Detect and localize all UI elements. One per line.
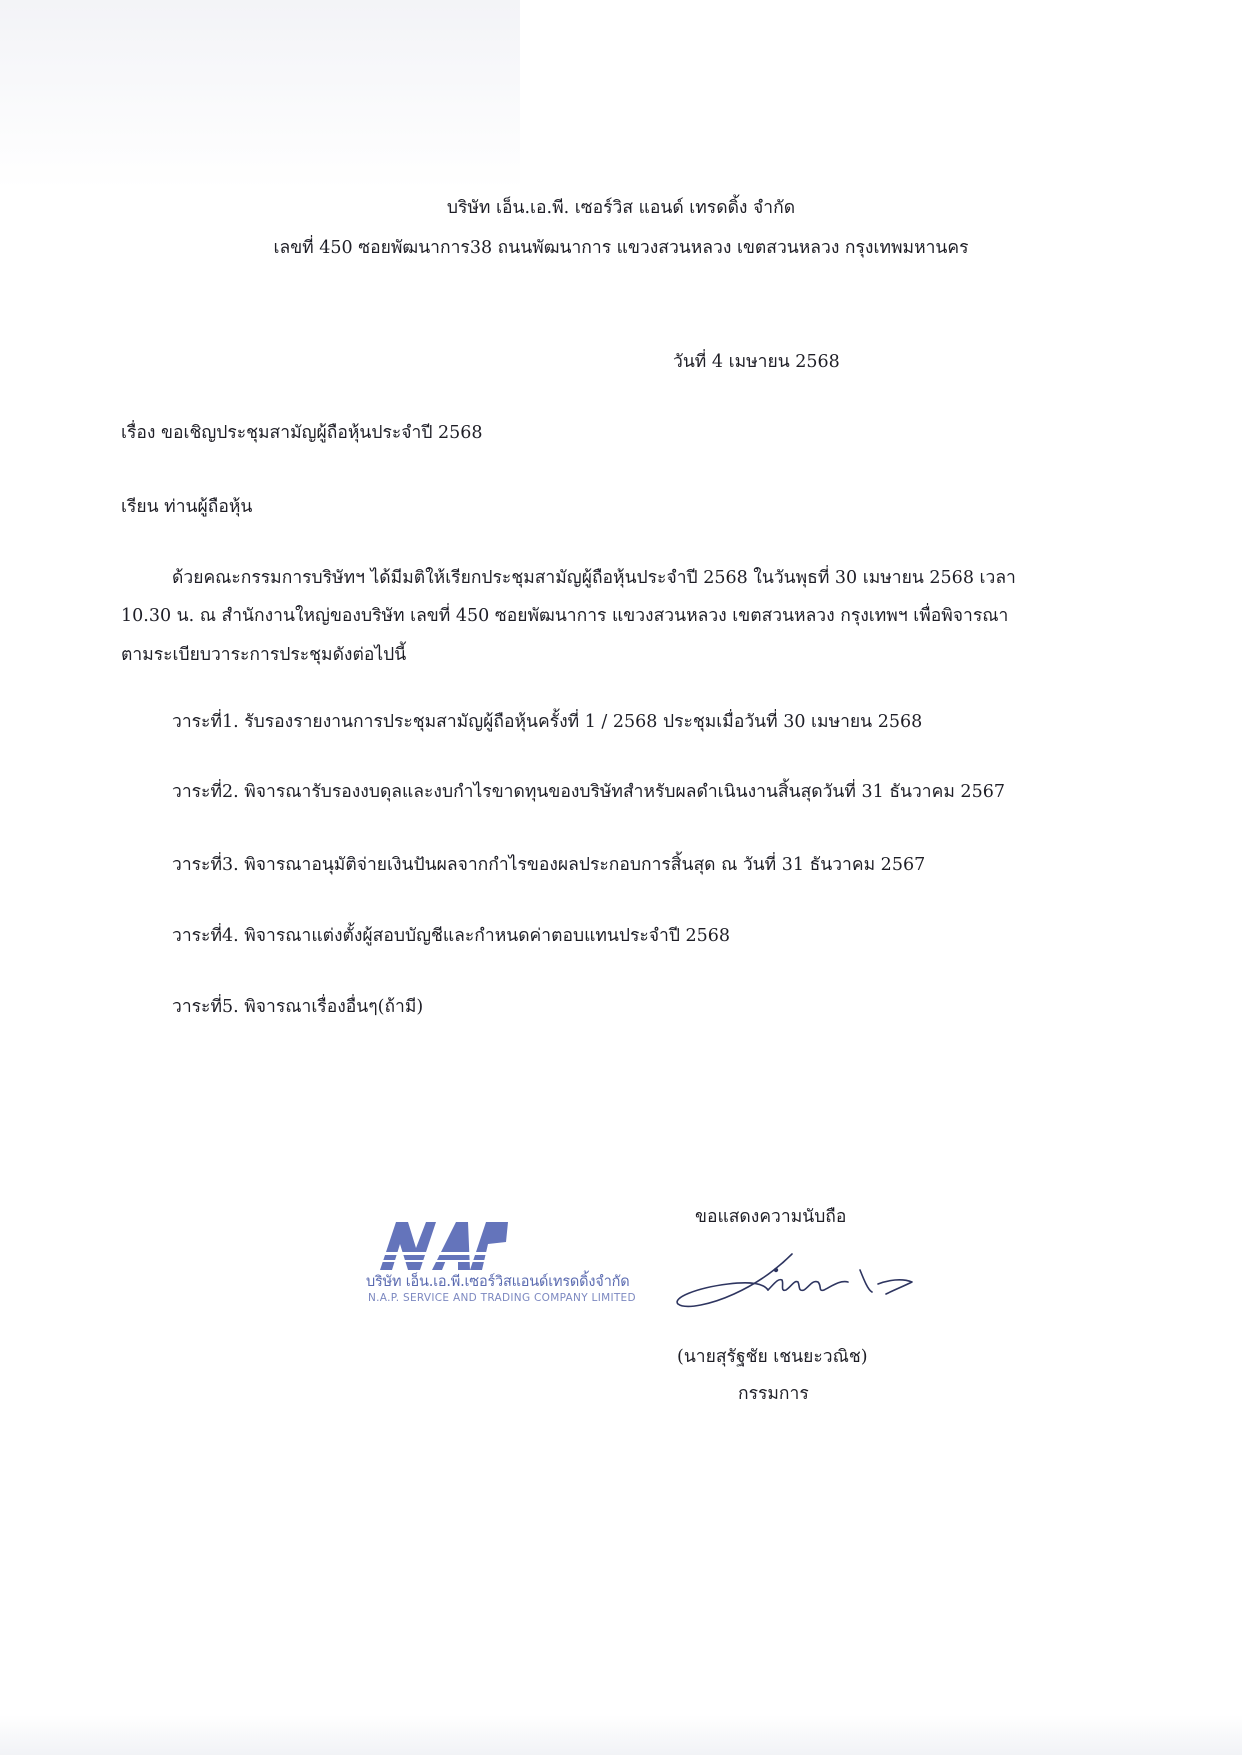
agenda-item-4: วาระที่4. พิจารณาแต่งตั้งผู้สอบบัญชีและกำหนดค่าตอบแทนประจำปี 2568 bbox=[172, 926, 731, 946]
signer-title: กรรมการ bbox=[738, 1384, 809, 1404]
letter-subject: เรื่อง ขอเชิญประชุมสามัญผู้ถือหุ้นประจำปี 2568 bbox=[121, 423, 483, 443]
letter-date: วันที่ 4 เมษายน 2568 bbox=[673, 352, 840, 372]
stamp-thai-text: บริษัท เอ็น.เอ.พี.เซอร์วิสแอนด์เทรดดิ้งจำกัด bbox=[366, 1274, 630, 1290]
closing-phrase: ขอแสดงความนับถือ bbox=[695, 1207, 847, 1227]
company-name: บริษัท เอ็น.เอ.พี. เซอร์วิส แอนด์ เทรดดิ้ง จำกัด bbox=[446, 198, 796, 218]
company-stamp bbox=[366, 1214, 656, 1334]
body-line-2: 10.30 น. ณ สำนักงานใหญ่ของบริษัท เลขที่ 450 ซอยพัฒนาการ แขวงสวนหลวง เขตสวนหลวง กรุงเทพฯ เพื่อพิจารณา bbox=[121, 606, 1009, 626]
nap-logo bbox=[374, 1214, 514, 1276]
company-address: เลขที่ 450 ซอยพัฒนาการ38 ถนนพัฒนาการ แขวงสวนหลวง เขตสวนหลวง กรุงเทพมหานคร bbox=[273, 238, 969, 258]
letter-salutation: เรียน ท่านผู้ถือหุ้น bbox=[121, 497, 253, 517]
agenda-item-5: วาระที่5. พิจารณาเรื่องอื่นๆ(ถ้ามี) bbox=[172, 997, 424, 1017]
agenda-item-2: วาระที่2. พิจารณารับรองงบดุลและงบกำไรขาดทุนของบริษัทสำหรับผลดำเนินงานสิ้นสุดวันที่ 31 ธันวาคม 2567 bbox=[172, 782, 1005, 802]
signer-name: (นายสุรัฐชัย เชนยะวณิช) bbox=[677, 1347, 868, 1367]
scan-shadow-bottom bbox=[0, 1715, 1242, 1755]
stamp-english-text: N.A.P. SERVICE AND TRADING COMPANY LIMITED bbox=[368, 1292, 636, 1304]
handwritten-signature bbox=[672, 1240, 932, 1320]
agenda-item-1: วาระที่1. รับรองรายงานการประชุมสามัญผู้ถือหุ้นครั้งที่ 1 / 2568 ประชุมเมื่อวันที่ 30 เมษายน 2568 bbox=[172, 712, 923, 732]
body-line-3: ตามระเบียบวาระการประชุมดังต่อไปนี้ bbox=[121, 645, 407, 665]
body-line-1: ด้วยคณะกรรมการบริษัทฯ ได้มีมติให้เรียกประชุมสามัญผู้ถือหุ้นประจำปี 2568 ในวันพุธที่ 30 เมษายน 2568 เวลา bbox=[172, 568, 1016, 588]
scan-shadow-top bbox=[0, 0, 520, 190]
agenda-item-3: วาระที่3. พิจารณาอนุมัติจ่ายเงินปันผลจากกำไรของผลประกอบการสิ้นสุด ณ วันที่ 31 ธันวาคม 2567 bbox=[172, 855, 926, 875]
